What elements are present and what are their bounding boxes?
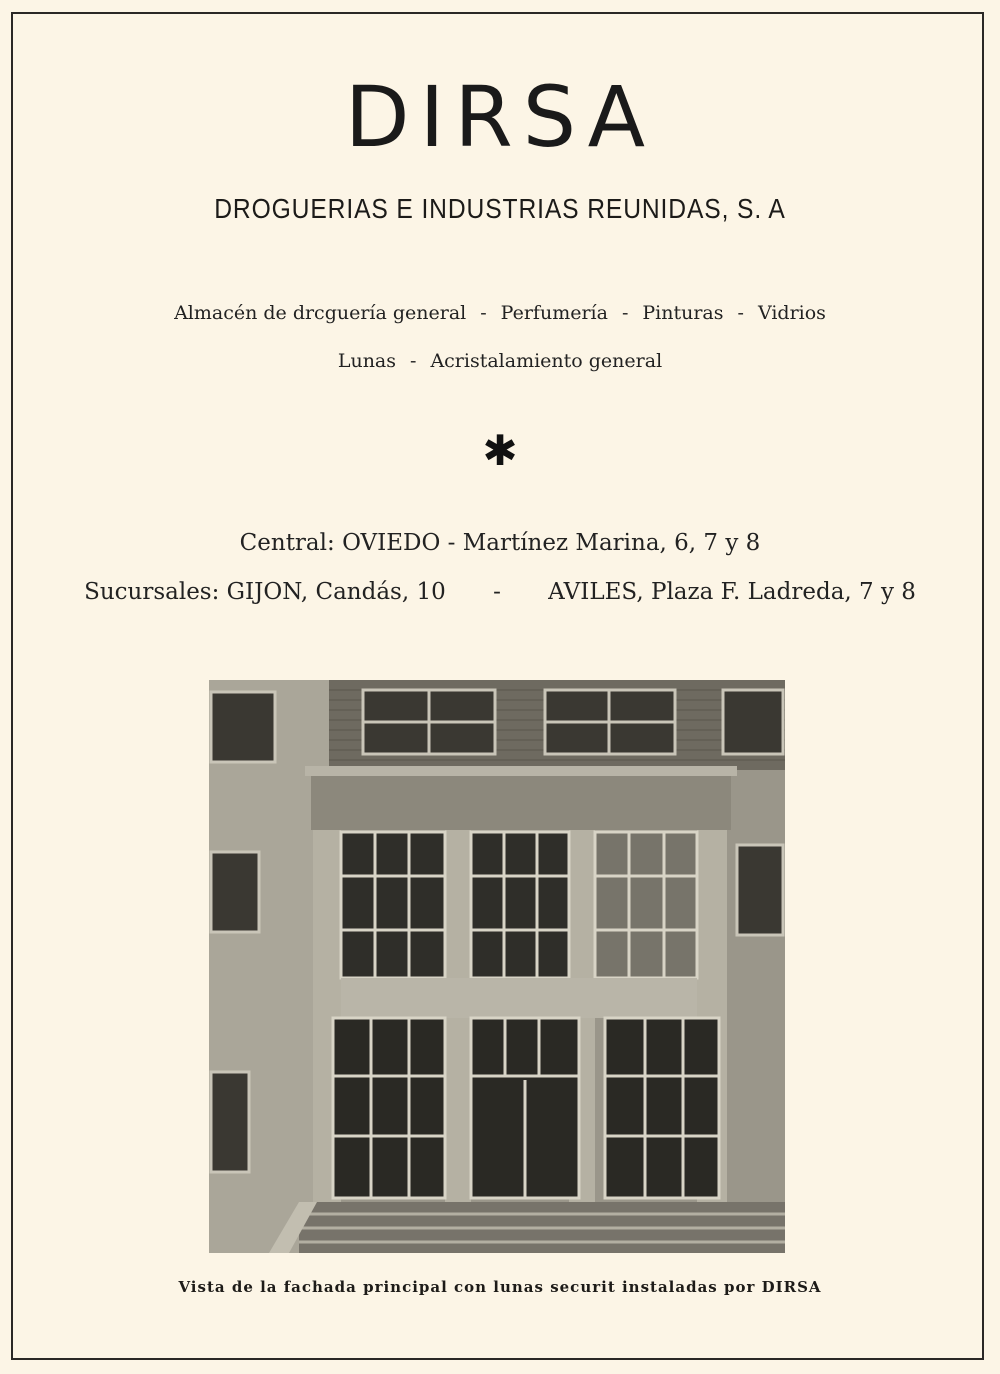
separator: - — [737, 302, 744, 324]
branches-label: Sucursales: — [84, 579, 220, 605]
central-label: Central: — [239, 530, 335, 556]
separator: - — [410, 350, 417, 372]
photo-caption: Vista de la fachada principal con lunas securit instaladas por DIRSA — [178, 1278, 822, 1296]
separator: - — [493, 579, 501, 605]
service-item: Almacén de drcguería general — [174, 302, 467, 324]
branch-offices: Sucursales: GIJON, Candás, 10 - AVILES, Plaza F. Ladreda, 7 y 8 — [84, 579, 916, 605]
branch-address: Plaza F. Ladreda, 7 y 8 — [650, 579, 916, 605]
service-item: Perfumería — [500, 302, 608, 324]
company-name: DROGUERIAS E INDUSTRIAS REUNIDAS, S. A — [214, 193, 786, 224]
central-city: OVIEDO — [342, 530, 441, 556]
brand-title: DIRSA — [344, 68, 656, 166]
branch-address: Candás, 10 — [315, 579, 446, 605]
services-line-1 — [0, 302, 1000, 324]
service-item: Lunas — [337, 350, 397, 372]
central-address: Martínez Marina, 6, 7 y 8 — [462, 530, 761, 556]
building-facade-photo — [209, 680, 785, 1253]
asterisk-divider-icon: ✱ — [482, 426, 518, 475]
central-office — [0, 530, 1000, 556]
separator: - — [621, 302, 629, 324]
service-item: Acristalamiento general — [430, 350, 663, 372]
separator: - — [447, 530, 456, 556]
service-item: Vidrios — [757, 302, 826, 324]
branch-city: AVILES — [548, 579, 637, 605]
services-line-2 — [0, 350, 1000, 372]
service-item: Pinturas — [642, 302, 724, 324]
separator: - — [480, 302, 487, 324]
branch-city: GIJON — [226, 579, 301, 605]
